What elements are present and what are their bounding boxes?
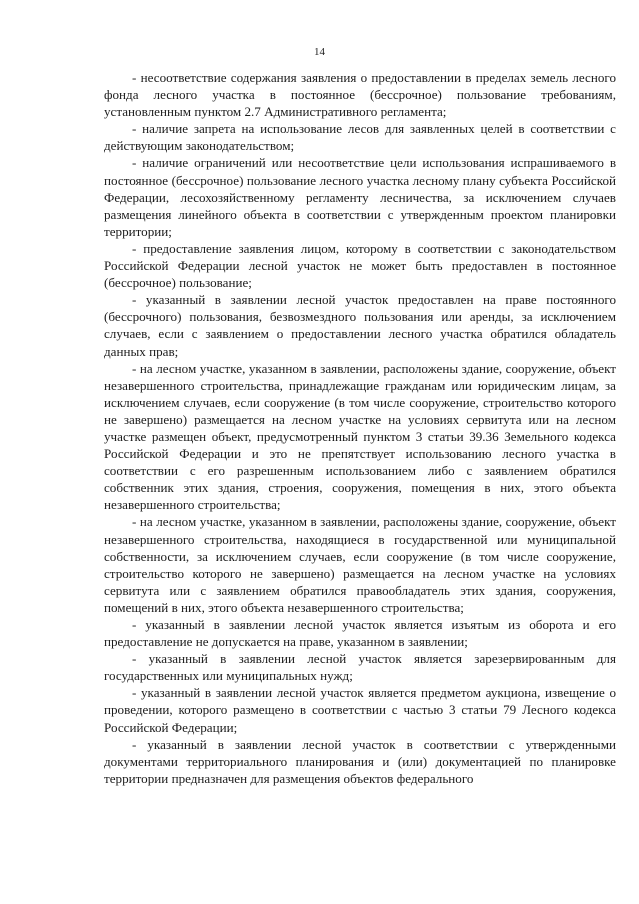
list-item: - указанный в заявлении лесной участок в соответствии с утвержденными документами территориального планирования и (или) документацией по планировке территории предназначен для размещения объектов федерального [104, 736, 616, 786]
list-item: - несоответствие содержания заявления о предоставлении в пределах земель лесного фонда лесного участка в постоянное (бессрочное) пользование требованиям, установленным пунктом 2.7 Административного регламента; [104, 70, 616, 120]
list-item: - наличие запрета на использование лесов для заявленных целей в соответствии с действующим законодательством; [104, 121, 616, 154]
list-item: - указанный в заявлении лесной участок является зарезервированным для государственных или муниципальных нужд; [104, 651, 616, 684]
list-item: - на лесном участке, указанном в заявлении, расположены здание, сооружение, объект незавершенного строительства, находящиеся в государственной или муниципальной собственности, за исключением случаев, если сооружение (в том числе сооружение, строительство которого не завершено) размещается на лесном участке на условиях сервитута или с заявлением обратился правообладатель этих здания, сооружения, помещений в них, этого объекта незавершенного строительства; [104, 514, 616, 615]
list-item: - наличие ограничений или несоответствие цели использования испрашиваемого в постоянное (бессрочное) пользование лесного участка лесному плану субъекта Российской Федерации, лесохозяйственному регламенту лесничества, за исключением случаев размещения линейного объекта в соответствии с утвержденным проектом планировки территории; [104, 155, 616, 239]
list-item: - предоставление заявления лицом, которому в соответствии с законодательством Российской Федерации лесной участок не может быть предоставлен в постоянное (бессрочное) пользование; [104, 240, 616, 291]
list-item: - указанный в заявлении лесной участок является изъятым из оборота и его предоставление не допускается на праве, указанном в заявлении; [104, 617, 616, 650]
list-item: - указанный в заявлении лесной участок предоставлен на праве постоянного (бессрочного) пользования, безвозмездного пользования или аренды, за исключением случаев, если с заявлением о предоставлении лесного участка обратился обладатель данных прав; [104, 292, 616, 359]
list-item: - указанный в заявлении лесной участок является предметом аукциона, извещение о проведении, которого размещено в соответствии с частью 3 статьи 79 Лесного кодекса Российской Федерации; [104, 685, 616, 735]
page-number: 14 [314, 46, 325, 58]
document-body [104, 69, 616, 787]
list-item: - на лесном участке, указанном в заявлении, расположены здание, сооружение, объект незавершенного строительства, принадлежащие гражданам или юридическим лицам, за исключением случаев, если сооружение (в том числе сооружение, строительство которого не завершено) размещается на лесном участке на условиях сервитута или на лесном участке размещен объект, предусмотренный пунктом 3 статьи 39.36 Земельного кодекса Российской Федерации и это не препятствует использованию лесного участка в соответствии с его разрешенным использованием либо с заявлением обратился собственник этих здания, строения, сооружения, помещения в них, этого объекта незавершенного строительства; [104, 360, 616, 513]
